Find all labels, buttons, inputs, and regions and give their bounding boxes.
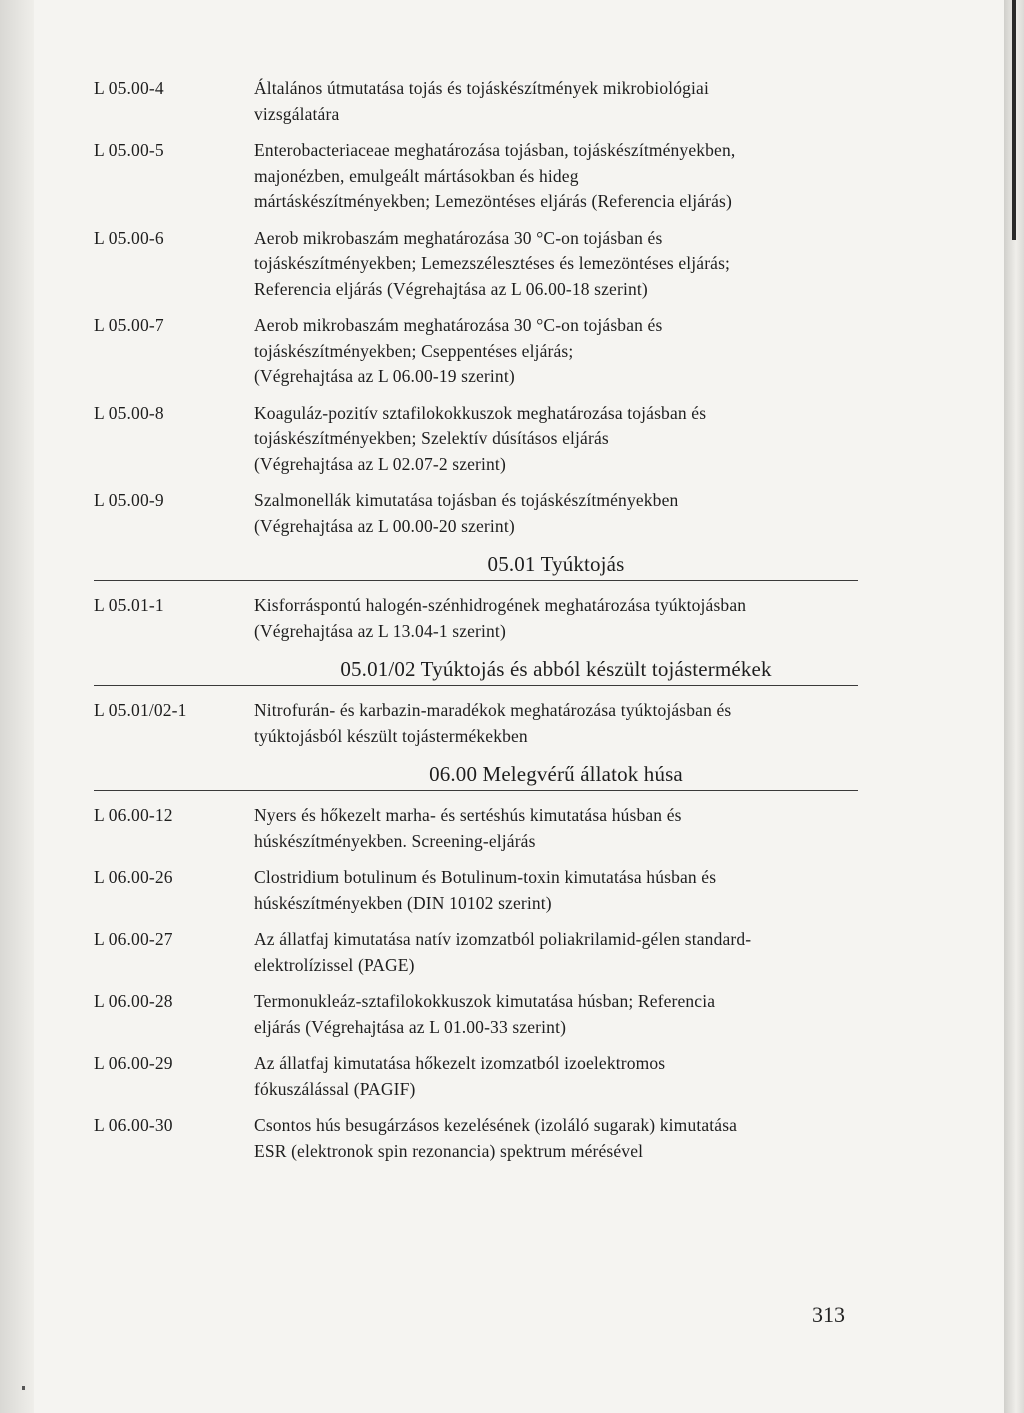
entry-line: (Végrehajtása az L 13.04-1 szerint) [254, 620, 506, 641]
document-content [94, 76, 858, 1175]
entry-description [254, 927, 858, 978]
entry-line: Általános útmutatása tojás és tojáskészítmények mikrobiológiai [254, 78, 709, 98]
entry-line: (Végrehajtása az L 06.00-19 szerint) [254, 366, 515, 386]
entry-description [254, 989, 858, 1040]
entry-code: L 05.00-7 [94, 315, 164, 335]
list-item [94, 488, 858, 539]
list-item [94, 138, 858, 215]
entry-line: Enterobacteriaceae meghatározása tojásban, tojáskészítményekben, [254, 140, 736, 160]
entry-description [254, 865, 858, 916]
entry-description [254, 76, 858, 127]
list-item [94, 226, 858, 303]
entry-code: L 05.00-9 [94, 490, 164, 510]
section-header [94, 550, 858, 581]
section-header [94, 655, 858, 686]
entry-line: Nyers és hőkezelt marha- és sertéshús kimutatása húsban és [254, 805, 682, 825]
entry-description [254, 593, 858, 644]
entry-line: majonézben, emulgeált mártásokban és hideg [254, 165, 579, 186]
page-edge-shadow [1012, 0, 1016, 240]
list-item [94, 803, 858, 854]
section-title: 06.00 Melegvérű állatok húsa [429, 762, 683, 786]
entry-description [254, 698, 858, 749]
section-rule [94, 580, 858, 581]
entry-line: ESR (elektronok spin rezonancia) spektrum mérésével [254, 1140, 644, 1161]
entry-code: L 05.01/02-1 [94, 700, 187, 720]
entry-code: L 05.00-4 [94, 78, 164, 98]
entry-line: mártáskészítményekben; Lemezöntéses eljárás (Referencia eljárás) [254, 191, 732, 211]
list-item [94, 313, 858, 390]
entry-code: L 06.00-27 [94, 929, 173, 949]
list-item [94, 76, 858, 127]
entry-line: fókuszálással (PAGIF) [254, 1078, 416, 1099]
entry-description [254, 313, 858, 390]
entry-line: Clostridium botulinum és Botulinum-toxin kimutatása húsban és [254, 867, 717, 887]
entry-line: húskészítményekben. Screening-eljárás [254, 830, 536, 851]
entry-line: Nitrofurán- és karbazin-maradékok meghatározása tyúktojásban és [254, 700, 732, 720]
entry-code: L 05.00-8 [94, 402, 164, 423]
entry-line: tyúktojásból készült tojástermékekben [254, 725, 528, 746]
entry-line: vizsgálatára [254, 103, 340, 124]
section-title: 05.01/02 Tyúktojás és abból készült tojástermékek [340, 657, 772, 681]
entry-line: Referencia eljárás (Végrehajtása az L 06.00-18 szerint) [254, 278, 648, 299]
entry-line: eljárás (Végrehajtása az L 01.00-33 szerint) [254, 1016, 567, 1037]
entry-line: Koaguláz-pozitív sztafilokokkuszok meghatározása tojásban és [254, 402, 707, 423]
entry-line: tojáskészítményekben; Cseppentéses eljárás; [254, 340, 574, 361]
list-item [94, 1113, 858, 1164]
entry-line: Kisforráspontú halogén-szénhidrogének meghatározása tyúktojásban [254, 595, 747, 615]
entry-line: (Végrehajtása az L 02.07-2 szerint) [254, 453, 506, 474]
section-rule [94, 685, 858, 686]
entry-line: Szalmonellák kimutatása tojásban és tojáskészítményekben [254, 490, 679, 510]
entry-description [254, 401, 858, 478]
entry-description [254, 138, 858, 215]
entry-code: L 05.00-5 [94, 140, 164, 160]
entry-description [254, 1113, 858, 1164]
list-item [94, 865, 858, 916]
entry-code: L 06.00-28 [94, 991, 173, 1011]
entry-code: L 05.01-1 [94, 595, 164, 615]
scan-mark [22, 1386, 25, 1390]
section-header [94, 760, 858, 791]
entry-description [254, 803, 858, 854]
entry-description [254, 1051, 858, 1102]
page-number: 313 [812, 1302, 845, 1327]
entry-line: Az állatfaj kimutatása hőkezelt izomzatból izoelektromos [254, 1053, 666, 1073]
page-binding-strip [0, 0, 34, 1413]
entry-description [254, 488, 858, 539]
entry-description [254, 226, 858, 303]
list-item [94, 593, 858, 644]
list-item [94, 401, 858, 478]
entry-line: húskészítményekben (DIN 10102 szerint) [254, 892, 552, 913]
entry-code: L 06.00-30 [94, 1115, 173, 1135]
entry-code: L 05.00-6 [94, 227, 164, 248]
entry-line: Csontos hús besugárzásos kezelésének (izoláló sugarak) kimutatása [254, 1115, 738, 1135]
list-item [94, 989, 858, 1040]
entry-line: tojáskészítményekben; Szelektív dúsításos eljárás [254, 428, 609, 448]
entry-line: Aerob mikrobaszám meghatározása 30 °C-on tojásban és [254, 315, 663, 335]
entry-line: Aerob mikrobaszám meghatározása 30 °C-on tojásban és [254, 227, 663, 248]
list-item [94, 927, 858, 978]
section-rule [94, 790, 858, 791]
entry-line: Az állatfaj kimutatása natív izomzatból poliakrilamid-gélen standard- [254, 929, 752, 949]
entry-line: (Végrehajtása az L 00.00-20 szerint) [254, 515, 515, 536]
entry-code: L 06.00-12 [94, 805, 173, 825]
list-item [94, 1051, 858, 1102]
entry-line: tojáskészítményekben; Lemezszélesztéses és lemezöntéses eljárás; [254, 253, 731, 273]
entry-code: L 06.00-29 [94, 1053, 173, 1073]
list-item [94, 698, 858, 749]
section-title: 05.01 Tyúktojás [487, 552, 625, 576]
entry-code: L 06.00-26 [94, 867, 173, 887]
entry-line: Termonukleáz-sztafilokokkuszok kimutatása húsban; Referencia [254, 991, 716, 1011]
entry-line: elektrolízissel (PAGE) [254, 954, 415, 975]
